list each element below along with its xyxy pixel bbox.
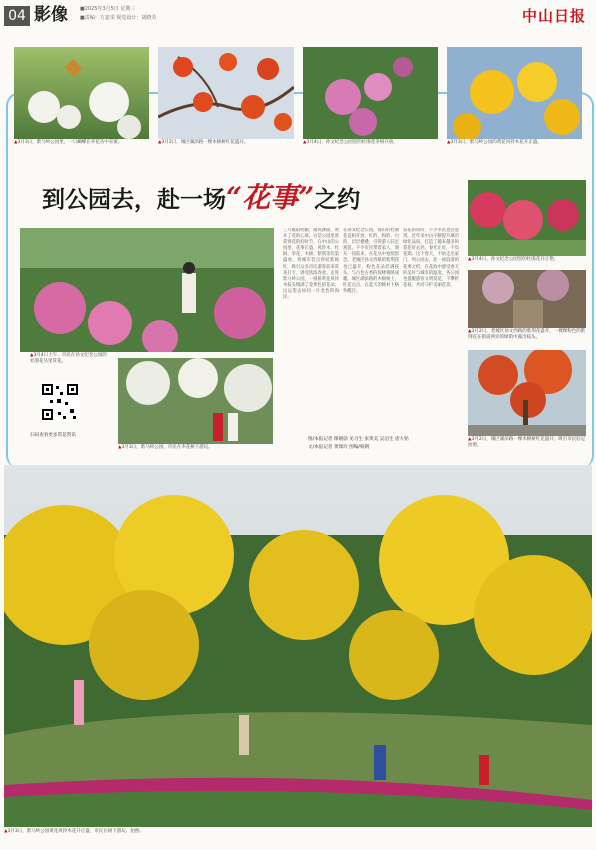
photo-kapok-tree: [468, 350, 586, 436]
credits-line-2: 文/本报记者 黄瑞玲 图编/杨钢: [308, 445, 370, 450]
article-column-3: 赏花的同时，不少市民也注意到，近年来中山不断提升城市绿化品质，打造了越来越多的赏花好去处。春光正好，不负花期。这个春天，不妨走出家门，到公园去，赴一场浪漫的花事之约，在花海中感受春天的美好与城市的温度。各公园也提醒游客文明赏花，不攀折花枝，共同守护美丽花景。: [403, 228, 459, 288]
newspaper-logo: 中山日报: [521, 7, 586, 25]
qr-caption: 扫码查看更多赏花资讯: [30, 433, 76, 438]
photo-plum-visitors: [118, 358, 273, 444]
photo-bauhinia-street: [468, 270, 586, 328]
qr-code[interactable]: [40, 382, 80, 422]
caption-6: ▲3月4日上午，市民在孙文纪念公园的杜鹃花丛里赏花。: [30, 353, 110, 365]
issue-date: ■2025年3月5日 星期三: [80, 6, 136, 12]
photo-kapok-branches: [158, 47, 294, 139]
caption-8: ▲3月2日，老城区孙文西路的紫荆花盛开，一棵棵粉色的紫荆花在街道两旁的绿荫中露出枝头。: [468, 329, 588, 341]
caption-2: ▲3月2日，城区湖滨路一棵木棉树红花盛开。: [158, 140, 298, 146]
article-column-1: 三月暖阳明媚，微风拂面，吹开了花的心扉。这是公园里欣赏春花的好时节，在中山的公园里，花事正盛，风铃木、杜鹃、李花、木棉、紫荆等次第盛放，将城市装点得姹紫嫣红，吸引众多市民游客前来赏花打卡，感受浓浓春意。走进紫马岭公园，一排排黄花风铃木枝头缀满了金黄色的花朵，远远望去如同一片金色的海洋。: [283, 228, 339, 301]
photo-yellow-trumpet-park: [4, 465, 592, 827]
editor-credit: ■责编：方嘉雯 视觉设计：胡晓芙: [80, 15, 157, 21]
article-column-2: 在孙文纪念公园，漫山的杜鹃花竞相开放，红的、粉的、白的，层层叠叠，引得游人驻足观赏。不少市民带着家人、朋友一同前来，在花丛中拍照留念。老城区孙文西路的紫荆花也已盛开，粉色花朵挂满枝头，与古色古香的骑楼相映成趣。城区湖滨路的木棉树上，红花点点，在蓝天的映衬下格外醒目。: [343, 228, 399, 294]
caption-7: ▲3月3日，紫马岭公园，市民在李花树下游玩。: [118, 445, 278, 451]
page-number: 04: [4, 6, 30, 26]
photo-yellow-trumpet: [447, 47, 582, 139]
caption-4: ▲3月3日，紫马岭公园的黄花风铃木花开正盛。: [447, 140, 587, 146]
headline-highlight: “花事”: [226, 181, 315, 214]
credits-line-1: 图/本报记者 缪晓勍 见习生 张黄美 吴泊生 唐大铭: [308, 437, 409, 442]
photo-azalea-visitor: [20, 228, 274, 352]
photo-azalea-slope: [468, 180, 586, 256]
photo-butterfly-plum: [14, 47, 149, 139]
headline: 到公园去，赴一场“花事”之约: [42, 181, 361, 214]
section-title: 影像: [34, 5, 68, 25]
caption-9: ▲3月2日，城区湖滨路一棵木棉树红花盛开，吸引市民驻足拍照。: [468, 437, 588, 449]
photo-credits: [308, 436, 409, 452]
photo-pink-azalea: [303, 47, 438, 139]
caption-10: ▲3月3日，紫马岭公园黄花风铃木花开正盛，市民在树下游玩、拍照。: [4, 829, 592, 835]
caption-3: ▲3月4日，孙文纪念公园里的杜鹃花争相开放。: [303, 140, 443, 146]
caption-1: ▲3月3日，紫马岭公园里，一只蝴蝶在李花丛中采蜜。: [14, 140, 154, 146]
caption-5: ▲3月4日，孙文纪念公园里的杜鹃花开正艳。: [468, 257, 588, 263]
